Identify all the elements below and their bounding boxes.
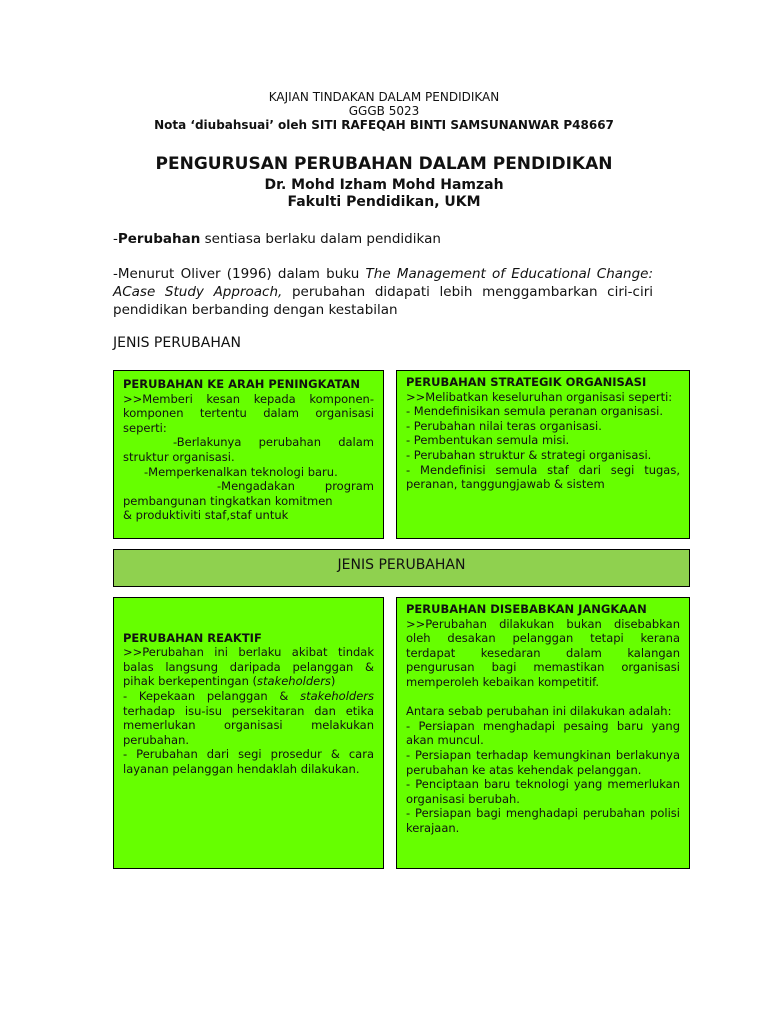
box-item: & produktiviti staf,staf untuk (123, 508, 289, 523)
box-item (123, 689, 374, 747)
intro-dash: - (113, 231, 118, 247)
box-spacer (406, 690, 680, 705)
box-item: -Berlakunya perubahan dalam struktur organisasi. (123, 435, 374, 464)
oliver-before: -Menurut Oliver (1996) dalam buku (113, 266, 366, 282)
box-item: - Persiapan menghadapi pesaing baru yang akan muncul. (406, 718, 680, 748)
box-intro: >>Melibatkan keseluruhan organisasi seperti: (406, 389, 673, 404)
box-item: - Perubahan struktur & strategi organisasi. (406, 447, 652, 462)
box-item: - Mendefinisi semula staf dari segi tugas, peranan, tanggungjawab & sistem (406, 462, 680, 492)
box-title: PERUBAHAN STRATEGIK ORGANISASI (406, 375, 647, 389)
item-text-rest: terhadap isu-isu persekitaran dan etika memerlukan organisasi melakukan perubahan. (123, 703, 374, 747)
jenis-perubahan-banner: JENIS PERUBAHAN (113, 549, 690, 587)
document-title: PENGURUSAN PERUBAHAN DALAM PENDIDIKAN (155, 154, 613, 174)
faculty-name: Fakulti Pendidikan, UKM (287, 194, 481, 210)
box-title: PERUBAHAN DISEBABKAN JANGKAAN (406, 602, 647, 616)
author-name: Dr. Mohd Izham Mohd Hamzah (264, 177, 504, 193)
box-spacer (123, 616, 374, 631)
book-title: The Management of Educational Change: ACase Study Approach, (113, 266, 653, 300)
intro-close: ) (330, 674, 336, 689)
box-perubahan-peningkatan (113, 370, 384, 539)
box-item: - Persiapan bagi menghadapi perubahan polisi kerajaan. (406, 806, 680, 835)
intro-bold-word: Perubahan (117, 231, 201, 247)
box-perubahan-strategik (396, 370, 690, 539)
section-heading: JENIS PERUBAHAN (113, 335, 241, 351)
box-intro (123, 645, 374, 689)
note-credit: Nota ‘diubahsuai’ oleh SITI RAFEQAH BINTI SAMSUNANWAR P48667 (154, 118, 614, 132)
intro-rest: sentiasa berlaku dalam pendidikan (200, 231, 441, 247)
box-item: -Mengadakan program pembangunan tingkatkan komitmen (123, 479, 374, 508)
box-perubahan-reaktif (113, 597, 384, 869)
box-intro: >>Perubahan dilakukan bukan disebabkan oleh desakan pelanggan tetapi kerana terdapat kesedaran dalam kalangan pengurusan bagi memastikan organisasi memperoleh kebaikan kompetitif. (406, 616, 680, 689)
intro-italic: stakeholders (257, 674, 331, 689)
item-text: - Kepekaan pelanggan & (123, 688, 301, 703)
box-perubahan-jangkaan (396, 597, 690, 869)
course-title: KAJIAN TINDAKAN DALAM PENDIDIKAN (268, 90, 500, 104)
item-italic: stakeholders (300, 688, 374, 703)
box-item: - Persiapan terhadap kemungkinan berlakunya perubahan ke atas kehendak pelanggan. (406, 747, 680, 777)
box-item: - Penciptaan baru teknologi yang memerlukan organisasi berubah. (406, 777, 680, 806)
box-title: PERUBAHAN KE ARAH PENINGKATAN (123, 377, 360, 391)
box-item: - Mendefinisikan semula peranan organisasi. (406, 404, 663, 419)
box-item: - Perubahan nilai teras organisasi. (406, 418, 602, 433)
box-item: -Memperkenalkan teknologi baru. (144, 464, 338, 479)
box-title: PERUBAHAN REAKTIF (123, 630, 262, 645)
oliver-after: perubahan didapati lebih menggambarkan ciri-ciri pendidikan berbanding dengan kestabilan (113, 284, 654, 318)
box-item: - Pembentukan semula misi. (406, 433, 570, 448)
box-intro: >>Memberi kesan kepada komponen-komponen tertentu dalam organisasi seperti: (123, 391, 374, 435)
oliver-paragraph (113, 265, 653, 319)
intro-text: >>Perubahan ini berlaku akibat tindak balas langsung daripada pelanggan & pihak berkepentingan ( (123, 645, 374, 689)
intro-paragraph (113, 230, 653, 248)
box-reasons-intro: Antara sebab perubahan ini dilakukan adalah: (406, 704, 672, 719)
course-code: GGGB 5023 (348, 104, 420, 118)
box-item: - Perubahan dari segi prosedur & cara layanan pelanggan hendaklah dilakukan. (123, 747, 374, 776)
